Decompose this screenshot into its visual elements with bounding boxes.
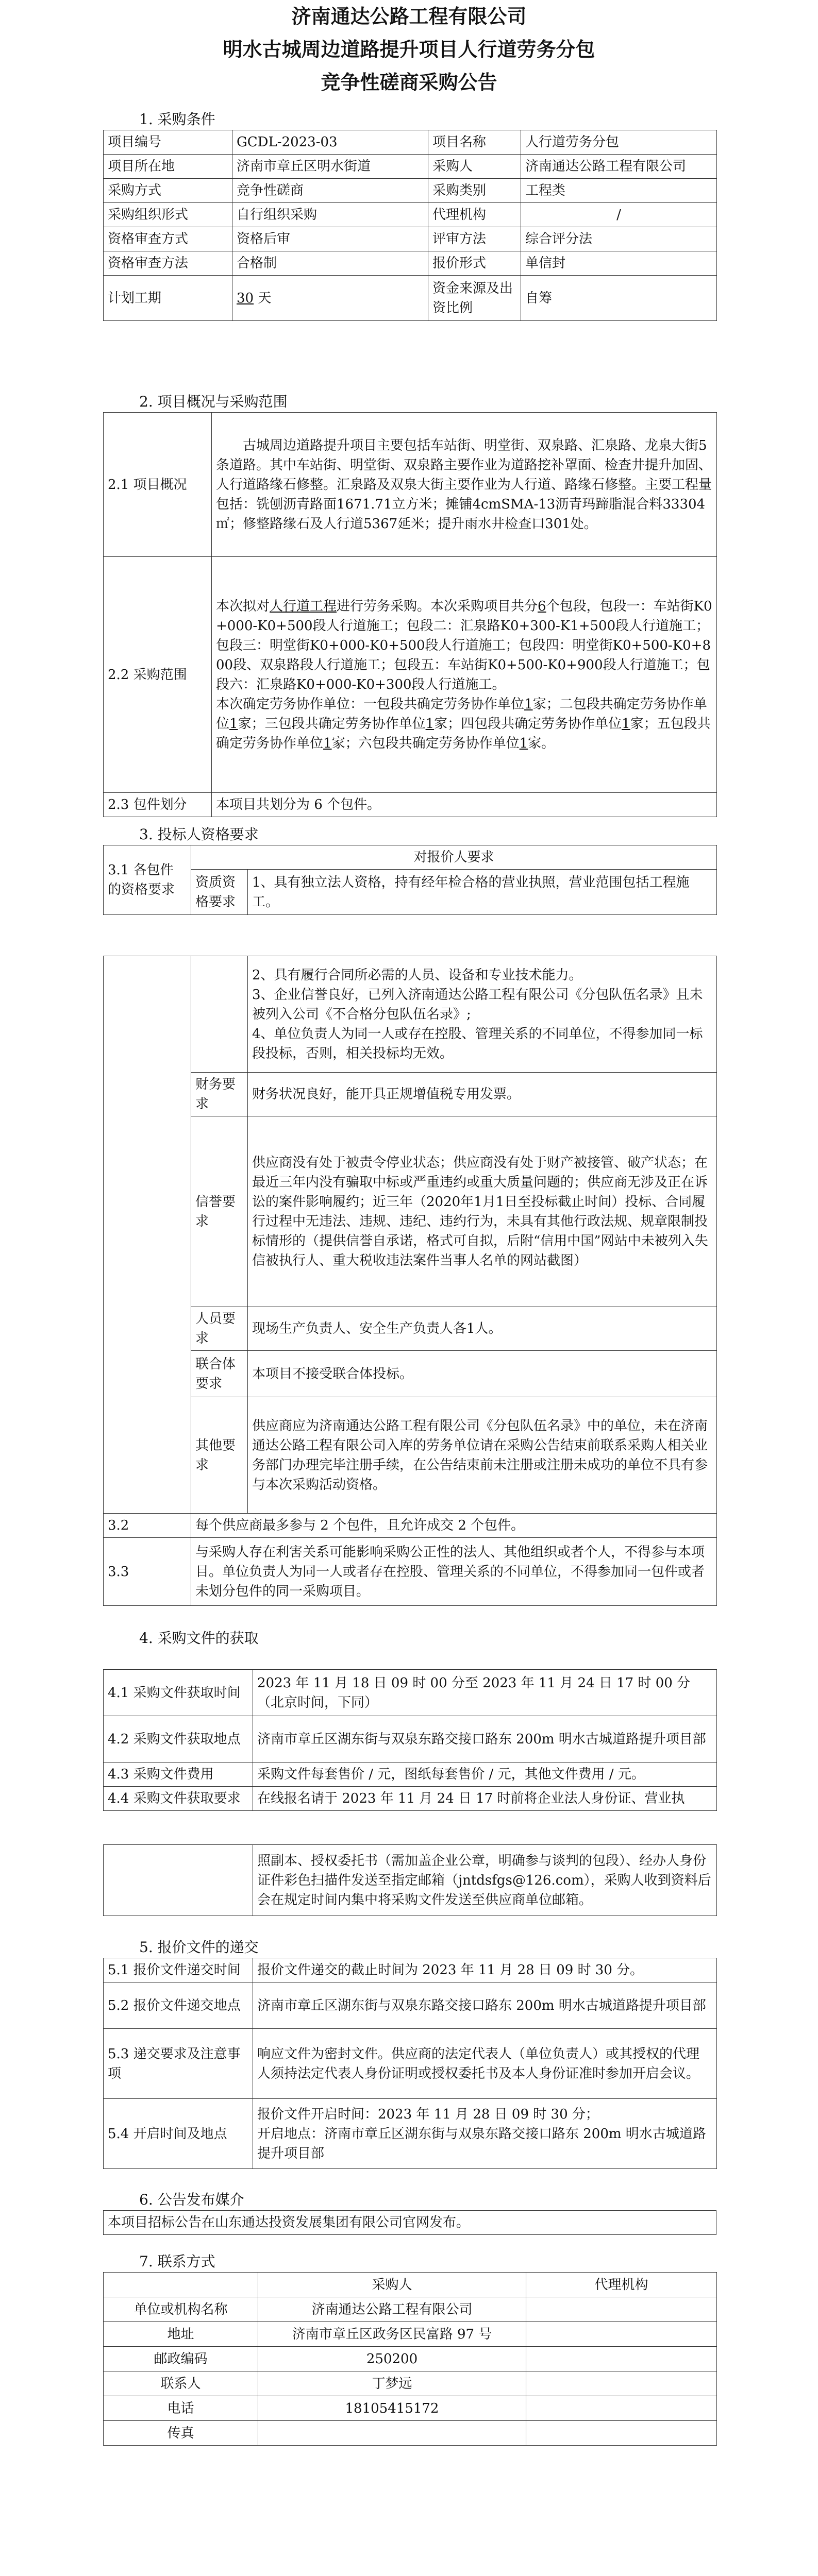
- table-row: [104, 1514, 717, 1538]
- contact-agency-value: [526, 2371, 717, 2396]
- table-row: [104, 1670, 717, 1716]
- table-row: [104, 1958, 717, 1982]
- staff-text: 现场生产负责人、安全生产负责人各1人。: [248, 1307, 717, 1351]
- field-label: 采购人: [428, 155, 521, 179]
- section-7: [103, 2251, 716, 2446]
- finance-text: 财务状况良好，能开具正规增值税专用发票。: [248, 1073, 717, 1116]
- contact-buyer-value: 丁梦远: [258, 2371, 526, 2396]
- finance-label: 财务要求: [191, 1073, 248, 1116]
- field-label: 评审方法: [428, 227, 521, 251]
- table-row: [104, 227, 717, 251]
- field-label: 报价形式: [428, 251, 521, 276]
- jv-text: 本项目不接受联合体投标。: [248, 1351, 717, 1397]
- field-label: 项目所在地: [104, 155, 232, 179]
- table-row: [104, 1116, 717, 1307]
- fund-label: 资金来源及出资比例: [428, 276, 521, 321]
- project-title: 明水古城周边道路提升项目人行道劳务分包: [223, 38, 595, 61]
- table-row: [104, 179, 717, 203]
- section-4: [103, 1628, 716, 1811]
- scope-label: 2.2 采购范围: [104, 557, 212, 793]
- section-5: [103, 1937, 716, 2169]
- acquisition-table: [103, 1669, 717, 1811]
- sub-time-text: 报价文件递交的截止时间为 2023 年 11 月 28 日 09 时 30 分。: [253, 1958, 717, 1982]
- field-value: 资格后审: [232, 227, 428, 251]
- open-text: 报价文件开启时间：2023 年 11 月 28 日 09 时 30 分； 开启地点：济南市章丘区湖东街与双泉东路交接口路东 200m 明水古城道路提升项目部: [253, 2099, 717, 2169]
- sub-req-label: 5.3 递交要求及注意事项: [104, 2029, 253, 2099]
- contact-buyer-value: 济南通达公路工程有限公司: [258, 2297, 526, 2322]
- field-label: 资格审查方法: [104, 251, 232, 276]
- contact-label: 地址: [104, 2322, 258, 2347]
- table-row: [104, 2396, 717, 2421]
- jv-label: 联合体要求: [191, 1351, 248, 1397]
- table-row: [104, 1787, 717, 1811]
- section-3: [103, 824, 716, 915]
- rule-3-2-label: 3.2: [104, 1514, 191, 1538]
- table-row: [104, 1307, 717, 1351]
- contact-table: [103, 2272, 717, 2446]
- field-label: 项目名称: [428, 130, 521, 155]
- qualification-1: 1、具有独立法人资格，持有经年检合格的营业执照，营业范围包括工程施工。: [248, 870, 717, 915]
- fund-value: 自筹: [521, 276, 717, 321]
- table-row: [104, 203, 717, 227]
- sub-time-label: 5.1 报价文件递交时间: [104, 1958, 253, 1982]
- field-value: 工程类: [521, 179, 717, 203]
- credit-text: 供应商没有处于被责令停业状态；供应商没有处于财产被接管、破产状态；在最近三年内没有骗取中标或严重违约或重大质量问题的；供应商无涉及正在诉讼的案件影响履约；近三年（2020年1月1日至投标截止时间）投标、合同履行过程中无违法、违规、违纪、违约行为，未具有其他行政法规、规章限制投标情形的（提供信誉自承诺，格式可自拟，后附“信用中国”网站中未被列入失信被执行人、重大税收违法案件当事人名单的网站截图）: [248, 1116, 717, 1307]
- qualification-table-1: [103, 845, 717, 915]
- field-value: 综合评分法: [521, 227, 717, 251]
- project-overview-table: [103, 412, 717, 817]
- other-text: 供应商应为济南通达公路工程有限公司《分包队伍名录》中的单位，未在济南通达公路工程有限公司入库的劳务单位请在采购公告结束前联系采购人相关业务部门办理完毕注册手续，在公告结束前未注册或注册未成功的单位不具有参与本次采购活动资格。: [248, 1397, 717, 1514]
- table-row: [104, 1762, 717, 1787]
- overview-text: 古城周边道路提升项目主要包括车站街、明堂街、双泉路、汇泉路、龙泉大街5条道路。其中车站街、明堂街、双泉路主要作业为道路挖补罩面、检查井提升加固、人行道路缘石修整。汇泉路及双泉大街主要作业为人行道、路缘石修整。主要工程量包括：铣刨沥青路面1671.71立方米；摊铺4cmSMA-13沥青玛蹄脂混合料33304㎡；修整路缘石及人行道5367延米；提升雨水井检查口301处。: [212, 413, 717, 557]
- table-row: [104, 956, 717, 1073]
- table-row: [104, 2347, 717, 2371]
- field-value: GCDL-2023-03: [232, 130, 428, 155]
- table-row: [104, 276, 717, 321]
- submission-table: [103, 1958, 717, 2169]
- table-row: [104, 251, 717, 276]
- acq-way-label: 4.4 采购文件获取要求: [104, 1787, 253, 1811]
- table-row: [104, 845, 717, 870]
- section-2-heading: 2. 项目概况与采购范围: [139, 393, 288, 410]
- table-row: [104, 2322, 717, 2347]
- company-title: 济南通达公路工程有限公司: [291, 5, 527, 28]
- contact-buyer-value: 18105415172: [258, 2396, 526, 2421]
- table-row: [104, 2421, 717, 2446]
- field-value: 济南市章丘区明水街道: [232, 155, 428, 179]
- table-row: [104, 1351, 717, 1397]
- requirement-label: 3.1 各包件的资格要求: [104, 845, 191, 915]
- table-row: [104, 2371, 717, 2396]
- table-row: [104, 1073, 717, 1116]
- field-value: 单信封: [521, 251, 717, 276]
- acq-place-label: 4.2 采购文件获取地点: [104, 1716, 253, 1762]
- credit-label: 信誉要求: [191, 1116, 248, 1307]
- contact-col-agency: 代理机构: [526, 2273, 717, 2297]
- contact-label: 电话: [104, 2396, 258, 2421]
- table-row: [104, 793, 717, 817]
- field-value: 自行组织采购: [232, 203, 428, 227]
- field-value: /: [521, 203, 717, 227]
- field-label: 代理机构: [428, 203, 521, 227]
- table-row: [104, 1397, 717, 1514]
- section-7-heading: 7. 联系方式: [139, 2253, 215, 2270]
- table-row: [104, 2211, 716, 2235]
- contact-buyer-value: [258, 2421, 526, 2446]
- acq-fee-text: 采购文件每套售价 / 元，图纸每套售价 / 元，其他文件费用 / 元。: [253, 1762, 717, 1787]
- section-4-heading: 4. 采购文件的获取: [139, 1630, 259, 1647]
- media-text: 本项目招标公告在山东通达投资发展集团有限公司官网发布。: [104, 2211, 716, 2235]
- section-3-continued: [103, 956, 716, 1606]
- sub-place-text: 济南市章丘区湖东街与双泉东路交接口路东 200m 明水古城道路提升项目部: [253, 1982, 717, 2029]
- staff-label: 人员要求: [191, 1307, 248, 1351]
- qualification-2-4: 2、具有履行合同所必需的人员、设备和专业技术能力。 3、企业信誉良好，已列入济南通达公路工程有限公司《分包队伍名录》且未被列入公司《不合格分包队伍名录》; 4、单位负责人为同一人或存在控股、管理关系的不同单位，不得参加同一标段投标，否则，相关投标均无效。: [248, 956, 717, 1073]
- contact-buyer-value: 250200: [258, 2347, 526, 2371]
- sub-place-label: 5.2 报价文件递交地点: [104, 1982, 253, 2029]
- table-row: [104, 2273, 717, 2297]
- field-label: 资格审查方式: [104, 227, 232, 251]
- contact-agency-value: [526, 2396, 717, 2421]
- section-1-heading: 1. 采购条件: [139, 111, 215, 128]
- rule-3-2-text: 每个供应商最多参与 2 个包件，且允许成交 2 个包件。: [191, 1514, 717, 1538]
- table-row: [104, 1538, 717, 1606]
- requirement-title: 对报价人要求: [191, 845, 717, 870]
- section-3-heading: 3. 投标人资格要求: [139, 826, 259, 843]
- table-row: [104, 130, 717, 155]
- acq-fee-label: 4.3 采购文件费用: [104, 1762, 253, 1787]
- scope-text: 本次拟对人行道工程进行劳务采购。本次采购项目共分6个包段，包段一：车站街K0+000-K0+500段人行道施工；包段二：汇泉路K0+300-K1+500段人行道施工；包段三：明堂街K0+000-K0+500段人行道施工；包段四：明堂街K0+500-K0+800段、双泉路段人行道施工；包段五：车站街K0+500-K0+900段人行道施工；包段六：汇泉路K0+000-K0+300段人行道施工。 本次确定劳务协作单位：一包段共确定劳务协作单位1家；二包段共确定劳务协作单位1家；三包段共确定劳务协作单位1家；四包段共确定劳务协作单位1家；五包段共确定劳务协作单位1家；六包段共确定劳务协作单位1家。: [212, 557, 717, 793]
- section-6-heading: 6. 公告发布媒介: [139, 2191, 244, 2208]
- field-value: 济南通达公路工程有限公司: [521, 155, 717, 179]
- acq-place-text: 济南市章丘区湖东街与双泉东路交接口路东 200m 明水古城道路提升项目部: [253, 1716, 717, 1762]
- field-value: 人行道劳务分包: [521, 130, 717, 155]
- period-label: 计划工期: [104, 276, 232, 321]
- period-value: 30: [237, 290, 254, 306]
- acq-way-text-2: 照副本、授权委托书（需加盖企业公章，明确参与谈判的包段）、经办人身份证件彩色扫描件发送至指定邮箱（jntdsfgs@126.com），采购人收到资料后会在规定时间内集中将采购文件发送至供应商单位邮箱。: [253, 1845, 717, 1916]
- table-row: [104, 557, 717, 793]
- field-label: 项目编号: [104, 130, 232, 155]
- qualification-table-2: [103, 956, 717, 1606]
- table-row: [104, 1716, 717, 1762]
- table-row: [104, 870, 717, 915]
- document-title: 竞争性磋商采购公告: [321, 71, 497, 94]
- section-2: [103, 392, 716, 817]
- rule-3-3-label: 3.3: [104, 1538, 191, 1606]
- contact-col-buyer: 采购人: [258, 2273, 526, 2297]
- procurement-conditions-table: [103, 130, 717, 321]
- field-label: 采购组织形式: [104, 203, 232, 227]
- media-table: [103, 2210, 716, 2235]
- open-label: 5.4 开启时间及地点: [104, 2099, 253, 2169]
- other-label: 其他要求: [191, 1397, 248, 1514]
- contact-agency-value: [526, 2421, 717, 2446]
- table-row: [104, 1982, 717, 2029]
- section-4-continued: [103, 1844, 716, 1916]
- acquisition-table-continued: [103, 1844, 717, 1916]
- contact-label: 单位或机构名称: [104, 2297, 258, 2322]
- field-value: 竞争性磋商: [232, 179, 428, 203]
- table-row: [104, 2029, 717, 2099]
- period-unit: 天: [258, 290, 272, 306]
- table-row: [104, 2297, 717, 2322]
- section-6: [103, 2190, 716, 2235]
- table-row: [104, 155, 717, 179]
- rule-3-3-text: 与采购人存在利害关系可能影响采购公正性的法人、其他组织或者个人，不得参与本项目。单位负责人为同一人或者存在控股、管理关系的不同单位，不得参加同一包件或者未划分包件的同一采购项目。: [191, 1538, 717, 1606]
- contact-agency-value: [526, 2322, 717, 2347]
- table-row: [104, 1845, 717, 1916]
- contact-agency-value: [526, 2347, 717, 2371]
- split-text: 本项目共划分为 6 个包件。: [212, 793, 717, 817]
- field-label: 采购方式: [104, 179, 232, 203]
- sub-req-text: 响应文件为密封文件。供应商的法定代表人（单位负责人）或其授权的代理人须持法定代表人身份证明或授权委托书及本人身份证准时参加开启会议。: [253, 2029, 717, 2099]
- field-value: 合格制: [232, 251, 428, 276]
- section-1: [103, 109, 716, 321]
- field-label: 采购类别: [428, 179, 521, 203]
- contact-label: 邮政编码: [104, 2347, 258, 2371]
- contact-label: 传真: [104, 2421, 258, 2446]
- overview-label: 2.1 项目概况: [104, 413, 212, 557]
- contact-label: 联系人: [104, 2371, 258, 2396]
- period-cell: [232, 276, 428, 321]
- table-row: [104, 2099, 717, 2169]
- contact-buyer-value: 济南市章丘区政务区民富路 97 号: [258, 2322, 526, 2347]
- acq-time-text: 2023 年 11 月 18 日 09 时 00 分至 2023 年 11 月 24 日 17 时 00 分（北京时间，下同）: [253, 1670, 717, 1716]
- table-row: [104, 413, 717, 557]
- split-label: 2.3 包件划分: [104, 793, 212, 817]
- acq-time-label: 4.1 采购文件获取时间: [104, 1670, 253, 1716]
- acq-way-text: 在线报名请于 2023 年 11 月 24 日 17 时前将企业法人身份证、营业执: [253, 1787, 717, 1811]
- section-5-heading: 5. 报价文件的递交: [139, 1939, 259, 1956]
- contact-agency-value: [526, 2297, 717, 2322]
- qualification-label: 资质资格要求: [191, 870, 248, 915]
